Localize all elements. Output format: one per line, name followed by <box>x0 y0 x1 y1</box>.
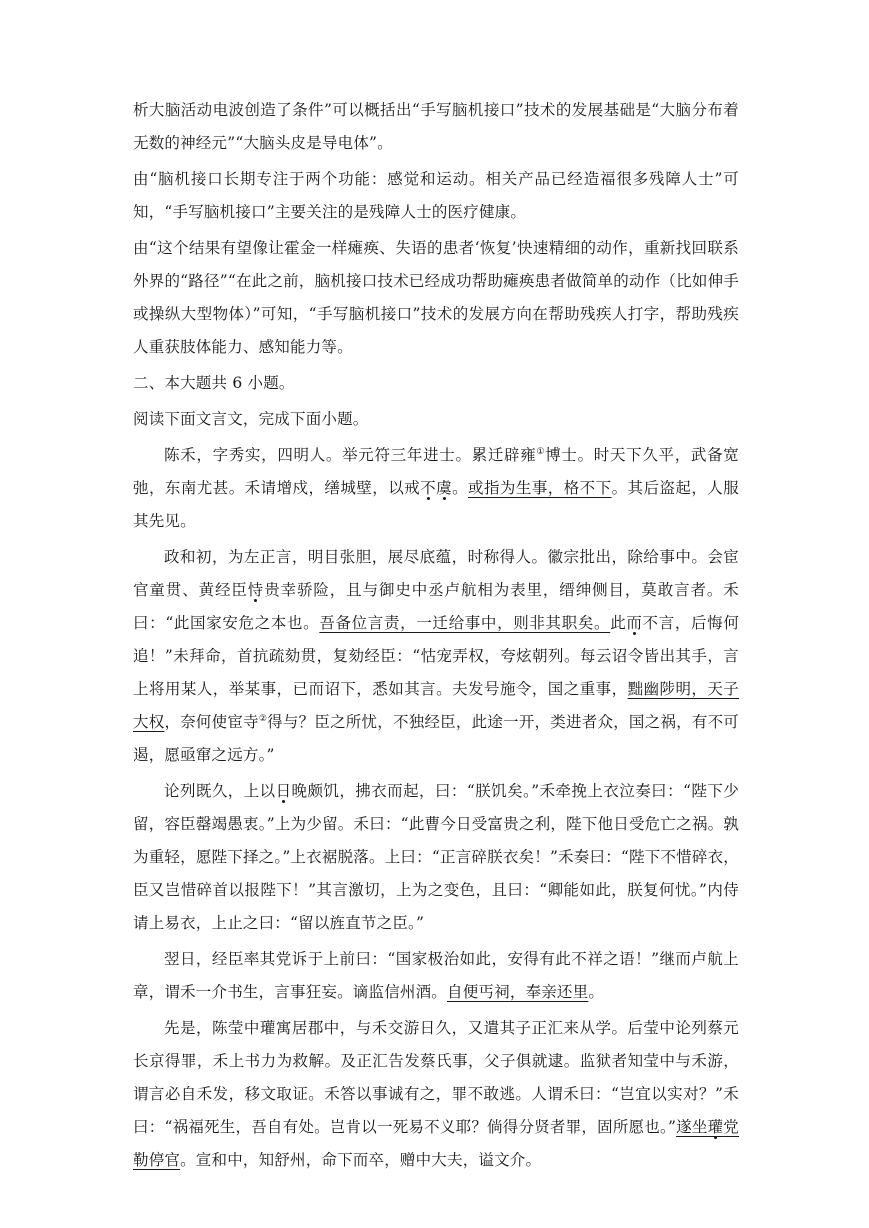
text-segment: 博士。时天下久平，武备宽弛，东南尤甚。禾请增戍，缮城壁，以戒 <box>133 446 739 497</box>
text-segment: 。其后盗起，人服其先见。 <box>133 479 739 530</box>
text-segment: 。宣和中，知舒州，命下而卒，赠中大夫，谥文介。 <box>180 1151 542 1169</box>
text-segment: 不言，后悔何追！”未拜命，首抗疏劾贯，复劾经臣：“怙宠弄权，夸炫朝列。每云诏令皆出其手，言上将用某人，举某事，已而诏下，悉如其言。夫发号施令，国之重事， <box>133 614 740 698</box>
text-segment: 先是，陈莹中瓘寓居郡中，与禾交游日久，又遣其子正汇来从学。后莹中论列蔡元长京得罪，禾上书力为救解。及正汇告发蔡氏事，父子俱就逮。监狱者知莹中与禾游，谓言必自禾发，移文取证。禾答以事诚有之，罪不敢逃。人谓禾曰：“岂宜以实对？”禾曰：“祸福死生，吾自有处。岂肯以一死易不义耶？倘得分贤者罪，固所愿也。” <box>133 1019 739 1136</box>
footnote-marker: ② <box>258 713 268 724</box>
dotted-character: 瓘 <box>707 1118 724 1136</box>
classical-text-paragraph-2 <box>133 541 739 772</box>
section-instruction: 阅读下面文言文，完成下面小题。 <box>133 410 369 428</box>
text-segment: 。 <box>588 983 605 1001</box>
section-heading: 二、本大题共 6 小题。 <box>133 374 295 392</box>
text-segment: 此 <box>610 614 627 632</box>
classical-text-paragraph-4 <box>133 943 739 1009</box>
underlined-segment: 党勒停官 <box>133 1118 739 1169</box>
underlined-sentence: 吾备位言责，一迁给事中，则非其职矣。 <box>319 614 611 632</box>
text-segment: 陈禾，字秀实，四明人。举元符三年进士。累迁辟雍 <box>164 446 537 464</box>
analysis-paragraph-1: 析大脑活动电波创造了条件”可以概括出“手写脑机接口”技术的发展基础是“大脑分布着无数的神经元”“大脑头皮是导电体”。 <box>133 101 739 152</box>
text-segment: 得与？臣之所忧，不独经臣，此途一开，类进者众，国之祸，有不可遏，愿亟窜之远方。” <box>133 713 739 764</box>
classical-text-paragraph-3 <box>133 775 739 940</box>
text-segment: 翌日，经臣率其党诉于上前曰：“国家极治如此，安得有此不祥之语！”继而卢航上章，谓禾一介书生，言事狂妄。谪监信州酒。 <box>133 950 739 1001</box>
dotted-character: 虞 <box>436 479 453 497</box>
underlined-segment: 遂坐 <box>676 1118 708 1136</box>
classical-text-paragraph-1 <box>133 439 739 538</box>
text-segment: 论列既久，上以 <box>164 782 276 800</box>
dotted-character: 不 <box>420 479 437 497</box>
underlined-sentence: 或指为生事，格不下 <box>468 479 612 497</box>
text-segment: ，奈何使宦寺 <box>164 713 259 731</box>
underlined-sentence: 自便丐祠，奉亲还里 <box>447 983 589 1001</box>
text-segment: 晚颇饥，拂衣而起，曰：“朕饥矣。”禾牵挽上衣泣奏曰：“陛下少留，容臣罄竭愚衷。”上为少留。禾曰：“此曹今日受富贵之利，陛下他日受危亡之祸。孰为重轻，愿陛下择之。”上衣裾脱落。上曰：“正言碎朕衣矣！”禾奏曰：“陛下不惜碎衣，臣又岂惜碎首以报陛下！”其言激切，上为之变色，且曰：“卿能如此，朕复何忧。”内侍请上易衣，上止之曰：“留以旌直节之臣。” <box>133 782 739 932</box>
analysis-paragraph-3: 由“这个结果有望像让霍金一样瘫痪、失语的患者‘恢复’快速精细的动作，重新找回联系外界的“路径”“在此之前，脑机接口技术已经成功帮助瘫痪患者做简单的动作（比如伸手或操纵大型物体）”可知，“手写脑机接口”技术的发展方向在帮助残疾人打字，帮助残疾人重获肢体能力、感知能力等。 <box>133 239 739 356</box>
dotted-character: 而 <box>626 614 643 632</box>
text-segment: 贵幸骄险，且与御史中丞卢航相为表里，缙绅侧目，莫敢言者。禾曰：“此国家安危之本也。 <box>133 581 739 632</box>
text-segment: 政和初，为左正言，明目张胆，展尽底蕴，时称得人。徽宗批出，除给事中。会宦官童贯、黄经臣 <box>133 548 739 599</box>
document-page <box>133 94 739 1180</box>
dotted-character: 恃 <box>247 581 265 599</box>
footnote-marker: ① <box>536 446 546 457</box>
dotted-character: 日 <box>275 782 292 800</box>
analysis-paragraph-2: 由“脑机接口长期专注于两个功能：感觉和运动。相关产品已经造福很多残障人士”可知，“手写脑机接口”主要关注的是残障人士的医疗健康。 <box>133 170 739 221</box>
underlined-sentence: 黜幽陟明，天子大权 <box>133 680 740 731</box>
classical-text-paragraph-5 <box>133 1012 739 1177</box>
text-segment: 。 <box>452 479 469 497</box>
